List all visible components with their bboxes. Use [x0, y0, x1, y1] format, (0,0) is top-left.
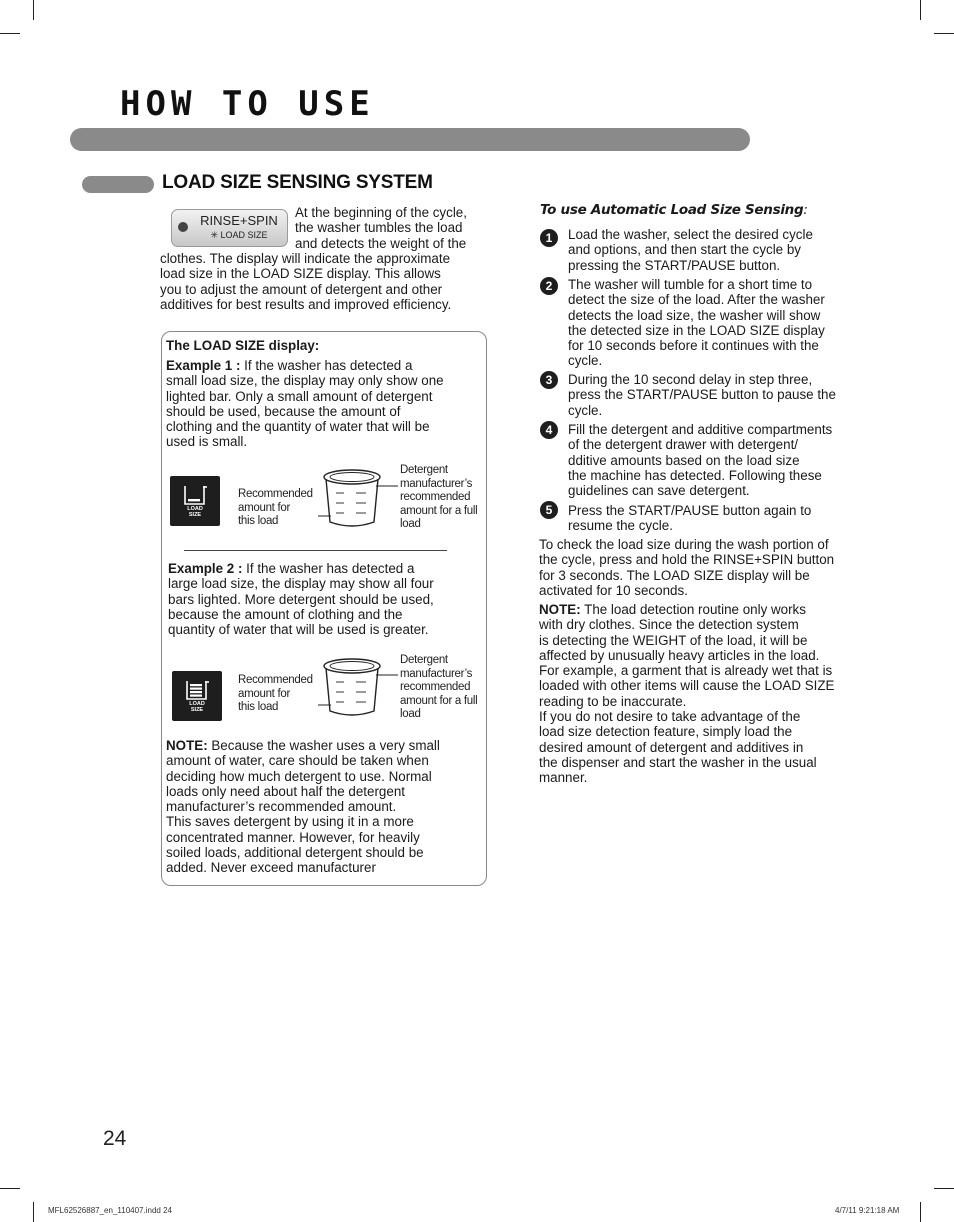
load-size-display-panel-1: LOAD SIZE [170, 476, 220, 526]
step-1-text: Load the washer, select the desired cycle and options, and then start the cycle by pressing the START/PAUSE button. [568, 227, 813, 273]
step-4-text: Fill the detergent and additive compartments of the detergent drawer with detergent/ dditive amounts based on the load size the machine has detected. Following these guidelines can save detergent. [568, 422, 833, 499]
crop-mark [0, 33, 20, 34]
load-size-sublabel: ✳ LOAD SIZE [210, 230, 268, 240]
footer-filename: MFL62526887_en_110407.indd 24 [48, 1206, 172, 1215]
example-2-text: Example 2 : If the washer has detected a large load size, the display may show all four bars lighted. More detergent should be used, because the amount of clothing and the quantity of water that will be used is greater. [168, 561, 434, 638]
step-2-text: The washer will tumble for a short time to detect the size of the load. After the washer detects the load size, the washer will show the detected size in the LOAD SIZE display for 10 seconds before it continues with the cycle. [568, 277, 825, 369]
detergent-cup-icon [314, 655, 400, 721]
step-3-number: 3 [540, 371, 558, 389]
title-bar [70, 128, 750, 151]
indicator-light-icon [178, 222, 188, 232]
step-1-number: 1 [540, 229, 558, 247]
page-title: HOW TO USE [120, 84, 375, 124]
footer-timestamp: 4/7/11 9:21:18 AM [835, 1206, 900, 1215]
example-2-label: Example 2 : [168, 561, 243, 576]
step-4-number: 4 [540, 421, 558, 439]
detergent-cup-icon [314, 466, 400, 532]
example-1-text: Example 1 : If the washer has detected a small load size, the display may only show one lighted bar. Only a small amount of detergent should be used, because the amount of clothing and the quantity of water that will be used is small. [166, 358, 444, 450]
intro-text: clothes. The display will indicate the approximate load size in the LOAD SIZE display. This allows you to adjust the amount of detergent and other additives for best results and improved efficiency. [160, 251, 452, 312]
recommended-label-2: Recommended amount for this load [238, 674, 313, 713]
crop-mark [934, 1188, 954, 1189]
note-label: NOTE: [166, 738, 208, 753]
detergent-label-2: Detergent manufacturer’s recommended amount for a full load [400, 654, 478, 720]
step-2-number: 2 [540, 277, 558, 295]
crop-mark [920, 1202, 921, 1222]
automatic-load-size-subheading: To use Automatic Load Size Sensing: [540, 202, 808, 218]
section-title: LOAD SIZE SENSING SYSTEM [162, 172, 433, 193]
recommended-label-1: Recommended amount for this load [238, 488, 313, 527]
one-bar-display-icon [180, 482, 210, 508]
step-5-number: 5 [540, 501, 558, 519]
crop-mark [33, 0, 34, 20]
four-bars-display-icon [182, 677, 212, 703]
page-number: 24 [103, 1127, 127, 1150]
check-load-size-text: To check the load size during the wash portion of the cycle, press and hold the RINSE+SPIN button for 3 seconds. The LOAD SIZE display will be activated for 10 seconds. [539, 537, 835, 598]
crop-mark [920, 0, 921, 20]
right-note: NOTE: The load detection routine only works with dry clothes. Since the detection system is detecting the WEIGHT of the load, it will be affected by unusually heavy articles in the load. For example, a garment that is already wet that is loaded with other items will cause the LOAD SIZE reading to be inaccurate. If you do not desire to take advantage of the load size detection feature, simply load the desired amount of detergent and additives in the dispenser and start the washer in the usual manner. [539, 602, 835, 786]
crop-mark [33, 1202, 34, 1222]
divider [184, 550, 447, 551]
step-5-text: Press the START/PAUSE button again to resume the cycle. [568, 503, 812, 534]
step-3-text: During the 10 second delay in step three, press the START/PAUSE button to pause the cycle. [568, 372, 836, 418]
box-heading: The LOAD SIZE display: [166, 338, 320, 353]
intro-text-right: At the beginning of the cycle, the washer tumbles the load and detects the weight of the [295, 205, 467, 251]
note-label: NOTE: [539, 602, 581, 617]
rinse-spin-button-illustration [171, 209, 288, 247]
section-pill [82, 176, 154, 193]
rinse-spin-label: RINSE+SPIN [200, 213, 278, 228]
box-note: NOTE: Because the washer uses a very small amount of water, care should be taken when deciding how much detergent to use. Normal loads only need about half the detergent manufacturer’s recommended amount. This saves detergent by using it in a more concentrated manner. However, for heavily soiled loads, additional detergent should be added. Never exceed manufacturer [166, 738, 440, 876]
crop-mark [0, 1188, 20, 1189]
crop-mark [934, 33, 954, 34]
load-size-display-panel-2: LOAD SIZE [172, 671, 222, 721]
example-1-label: Example 1 : [166, 358, 241, 373]
detergent-label-1: Detergent manufacturer’s recommended amount for a full load [400, 464, 478, 530]
